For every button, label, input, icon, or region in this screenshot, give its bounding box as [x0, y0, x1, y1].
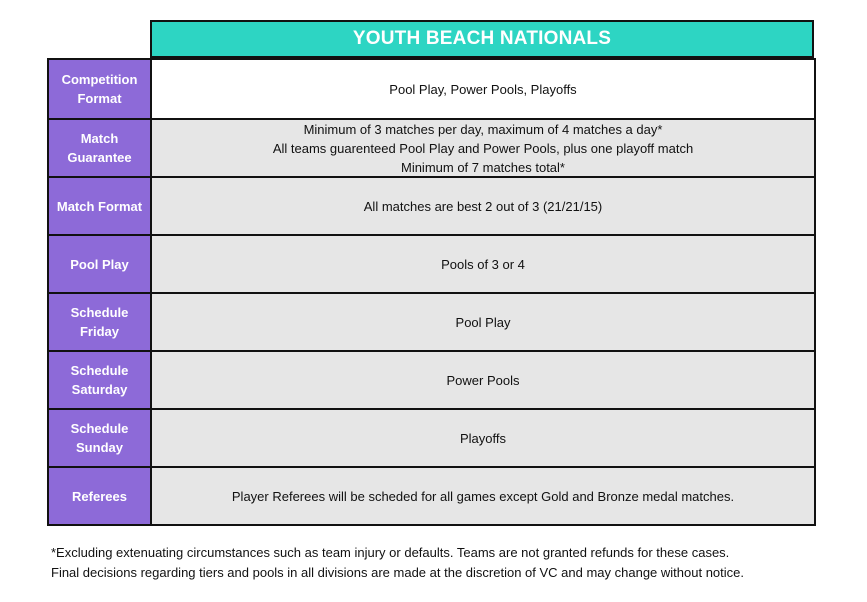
row-value-schedule-friday: [152, 294, 814, 350]
row-value-match-format: [152, 178, 814, 234]
table-title: YOUTH BEACH NATIONALS: [150, 20, 814, 58]
row-label-schedule-saturday: Schedule Saturday: [49, 352, 152, 408]
row-value-match-guarantee: [152, 120, 814, 176]
value-line: Pools of 3 or 4: [441, 256, 525, 272]
table-row: [49, 466, 814, 524]
table-row: [49, 292, 814, 350]
row-label-schedule-friday: Schedule Friday: [49, 294, 152, 350]
value-line: Pool Play, Power Pools, Playoffs: [389, 81, 577, 97]
footnote-line: *Excluding extenuating circumstances such as team injury or defaults. Teams are not granted refunds for these cases.: [51, 545, 730, 560]
row-value-schedule-saturday: [152, 352, 814, 408]
value-line: Playoffs: [459, 430, 506, 446]
footnotes: [51, 543, 744, 583]
value-line: Pool Play: [455, 314, 511, 330]
table-row: [49, 234, 814, 292]
row-value-referees: [152, 468, 814, 524]
row-label-match-format: Match Format: [49, 178, 152, 234]
value-line: Power Pools: [446, 372, 520, 388]
table-row: [49, 60, 814, 118]
value-line: Minimum of 3 matches per day, maximum of 4 matches a day*: [303, 121, 663, 137]
table-row: [49, 118, 814, 176]
table-row: [49, 350, 814, 408]
footnote-line: Final decisions regarding tiers and pools in all divisions are made at the discretion of VC and may change without notice.: [51, 565, 744, 580]
row-label-match-guarantee: Match Guarantee: [49, 120, 152, 176]
row-value-competition-format: [152, 60, 814, 118]
value-line: All teams guarenteed Pool Play and Power Pools, plus one playoff match: [272, 140, 694, 156]
value-line: Player Referees will be scheded for all games except Gold and Bronze medal matches.: [231, 488, 735, 504]
row-value-schedule-sunday: [152, 410, 814, 466]
table-row: [49, 408, 814, 466]
row-label-pool-play: Pool Play: [49, 236, 152, 292]
value-line: Minimum of 7 matches total*: [400, 159, 565, 175]
table-row: [49, 176, 814, 234]
row-label-referees: Referees: [49, 468, 152, 524]
info-table: [47, 58, 816, 526]
row-value-pool-play: [152, 236, 814, 292]
value-line: All matches are best 2 out of 3 (21/21/15): [363, 198, 603, 214]
row-label-competition-format: Competition Format: [49, 60, 152, 118]
row-label-schedule-sunday: Schedule Sunday: [49, 410, 152, 466]
